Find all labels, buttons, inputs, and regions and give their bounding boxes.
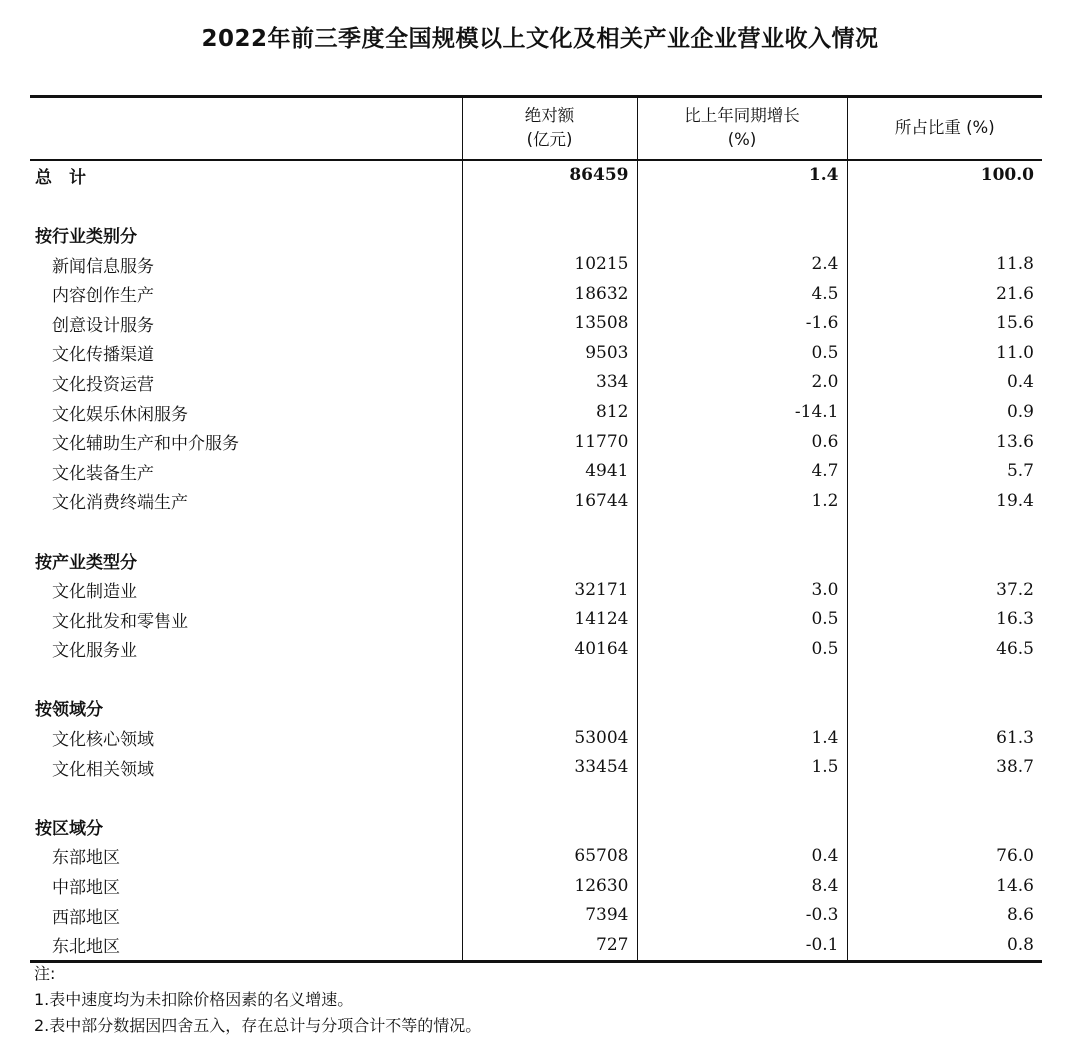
note-1: 1.表中速度均为未扣除价格因素的名义增速。 <box>34 990 354 1009</box>
row-label: 文化消费终端生产 <box>52 493 188 514</box>
growth-cell: 8.4 <box>637 871 847 901</box>
share-cell: 5.7 <box>847 456 1042 486</box>
row-label: 文化制造业 <box>52 582 137 603</box>
growth-cell: -0.1 <box>637 930 847 961</box>
row-label: 文化娱乐休闲服务 <box>52 404 188 425</box>
share-cell: 0.4 <box>847 368 1042 398</box>
growth-cell <box>637 190 847 220</box>
growth-cell: -1.6 <box>637 308 847 338</box>
amount-cell: 7394 <box>462 900 637 930</box>
growth-cell: 2.0 <box>637 368 847 398</box>
table-row <box>30 634 1042 664</box>
growth-cell: 1.4 <box>637 160 847 191</box>
group-row <box>30 693 1042 723</box>
growth-cell: 1.2 <box>637 486 847 516</box>
table-row <box>30 486 1042 516</box>
growth-cell <box>637 664 847 694</box>
page-title: 2022年前三季度全国规模以上文化及相关产业企业营业收入情况 <box>201 26 879 52</box>
table-row <box>30 930 1042 961</box>
row-label: 新闻信息服务 <box>52 256 154 277</box>
amount-cell: 12630 <box>462 871 637 901</box>
spacer-row <box>30 664 1042 694</box>
amount-cell: 9503 <box>462 338 637 368</box>
row-label: 总 计 <box>35 167 86 188</box>
amount-cell: 53004 <box>462 723 637 753</box>
growth-cell: 0.5 <box>637 338 847 368</box>
table-row <box>30 397 1042 427</box>
group-row <box>30 220 1042 250</box>
row-label: 文化核心领域 <box>52 730 154 751</box>
table-header-row <box>30 97 1042 160</box>
table-row <box>30 723 1042 753</box>
growth-cell: 1.4 <box>637 723 847 753</box>
table-row <box>30 575 1042 605</box>
amount-cell <box>462 782 637 812</box>
share-cell: 14.6 <box>847 871 1042 901</box>
amount-cell: 86459 <box>462 160 637 191</box>
row-label: 按区域分 <box>35 818 103 839</box>
amount-cell <box>462 812 637 842</box>
amount-cell: 33454 <box>462 752 637 782</box>
row-label <box>30 516 462 546</box>
header-share: 所占比重 (%) <box>847 97 1042 160</box>
row-label: 创意设计服务 <box>52 315 154 336</box>
note-2: 2.表中部分数据因四舍五入，存在总计与分项合计不等的情况。 <box>34 1016 482 1035</box>
header-amount <box>462 97 637 160</box>
amount-cell: 40164 <box>462 634 637 664</box>
table-row <box>30 249 1042 279</box>
row-label: 东部地区 <box>52 848 120 869</box>
table-row <box>30 338 1042 368</box>
table-row <box>30 368 1042 398</box>
amount-cell: 32171 <box>462 575 637 605</box>
table-row <box>30 279 1042 309</box>
amount-cell: 18632 <box>462 279 637 309</box>
growth-cell: -0.3 <box>637 900 847 930</box>
table-row <box>30 456 1042 486</box>
growth-cell: 4.7 <box>637 456 847 486</box>
row-label: 文化传播渠道 <box>52 345 154 366</box>
header-growth-line1: 比上年同期增长 <box>684 106 800 126</box>
growth-cell: 0.5 <box>637 604 847 634</box>
share-cell: 61.3 <box>847 723 1042 753</box>
share-cell <box>847 516 1042 546</box>
row-label: 内容创作生产 <box>52 286 154 307</box>
spacer-row <box>30 190 1042 220</box>
share-cell <box>847 545 1042 575</box>
header-amount-line1: 绝对额 <box>524 106 575 126</box>
row-label: 按行业类别分 <box>35 226 137 247</box>
share-cell: 15.6 <box>847 308 1042 338</box>
share-cell <box>847 664 1042 694</box>
growth-cell: 0.4 <box>637 841 847 871</box>
table-row <box>30 871 1042 901</box>
amount-cell: 14124 <box>462 604 637 634</box>
share-cell <box>847 782 1042 812</box>
growth-cell: 4.5 <box>637 279 847 309</box>
table-row <box>30 752 1042 782</box>
share-cell: 0.8 <box>847 930 1042 961</box>
share-cell: 38.7 <box>847 752 1042 782</box>
amount-cell <box>462 516 637 546</box>
growth-cell <box>637 516 847 546</box>
growth-cell: 3.0 <box>637 575 847 605</box>
amount-cell: 727 <box>462 930 637 961</box>
spacer-row <box>30 782 1042 812</box>
share-cell: 100.0 <box>847 160 1042 191</box>
amount-cell <box>462 220 637 250</box>
row-label: 文化投资运营 <box>52 374 154 395</box>
header-category <box>30 97 462 160</box>
row-label: 文化服务业 <box>52 641 137 662</box>
amount-cell <box>462 693 637 723</box>
share-cell: 16.3 <box>847 604 1042 634</box>
row-label: 按产业类型分 <box>35 552 137 573</box>
amount-cell: 11770 <box>462 427 637 457</box>
table-body <box>30 160 1042 962</box>
growth-cell: 2.4 <box>637 249 847 279</box>
share-cell: 19.4 <box>847 486 1042 516</box>
growth-cell <box>637 782 847 812</box>
row-label: 文化相关领域 <box>52 759 154 780</box>
amount-cell <box>462 664 637 694</box>
share-cell: 11.0 <box>847 338 1042 368</box>
amount-cell: 13508 <box>462 308 637 338</box>
table-row <box>30 900 1042 930</box>
table-row <box>30 427 1042 457</box>
amount-cell <box>462 190 637 220</box>
group-row <box>30 545 1042 575</box>
header-growth-line2: (%) <box>727 130 757 150</box>
row-label: 文化批发和零售业 <box>52 611 188 632</box>
share-cell <box>847 812 1042 842</box>
row-label <box>30 664 462 694</box>
growth-cell: 0.5 <box>637 634 847 664</box>
notes <box>34 961 481 1039</box>
row-label: 中部地区 <box>52 878 120 899</box>
share-cell: 11.8 <box>847 249 1042 279</box>
header-growth <box>637 97 847 160</box>
notes-heading: 注: <box>34 964 56 983</box>
spacer-row <box>30 516 1042 546</box>
growth-cell <box>637 545 847 575</box>
share-cell: 37.2 <box>847 575 1042 605</box>
amount-cell: 16744 <box>462 486 637 516</box>
row-label: 东北地区 <box>30 930 462 961</box>
table-row <box>30 841 1042 871</box>
row-label: 按领域分 <box>35 700 103 721</box>
share-cell <box>847 190 1042 220</box>
growth-cell <box>637 812 847 842</box>
total-row <box>30 160 1042 191</box>
growth-cell: 0.6 <box>637 427 847 457</box>
share-cell: 0.9 <box>847 397 1042 427</box>
amount-cell: 4941 <box>462 456 637 486</box>
amount-cell: 334 <box>462 368 637 398</box>
amount-cell: 10215 <box>462 249 637 279</box>
share-cell: 8.6 <box>847 900 1042 930</box>
share-cell: 46.5 <box>847 634 1042 664</box>
amount-cell <box>462 545 637 575</box>
share-cell: 76.0 <box>847 841 1042 871</box>
amount-cell: 812 <box>462 397 637 427</box>
revenue-table <box>30 95 1042 963</box>
row-label <box>30 190 462 220</box>
row-label <box>30 782 462 812</box>
growth-cell <box>637 220 847 250</box>
amount-cell: 65708 <box>462 841 637 871</box>
share-cell <box>847 693 1042 723</box>
table-row <box>30 308 1042 338</box>
table-row <box>30 604 1042 634</box>
row-label: 西部地区 <box>52 907 120 928</box>
share-cell <box>847 220 1042 250</box>
header-amount-line2: (亿元) <box>526 130 573 150</box>
row-label: 文化装备生产 <box>52 463 154 484</box>
growth-cell: 1.5 <box>637 752 847 782</box>
row-label: 文化辅助生产和中介服务 <box>52 434 239 455</box>
growth-cell: -14.1 <box>637 397 847 427</box>
growth-cell <box>637 693 847 723</box>
share-cell: 13.6 <box>847 427 1042 457</box>
share-cell: 21.6 <box>847 279 1042 309</box>
group-row <box>30 812 1042 842</box>
